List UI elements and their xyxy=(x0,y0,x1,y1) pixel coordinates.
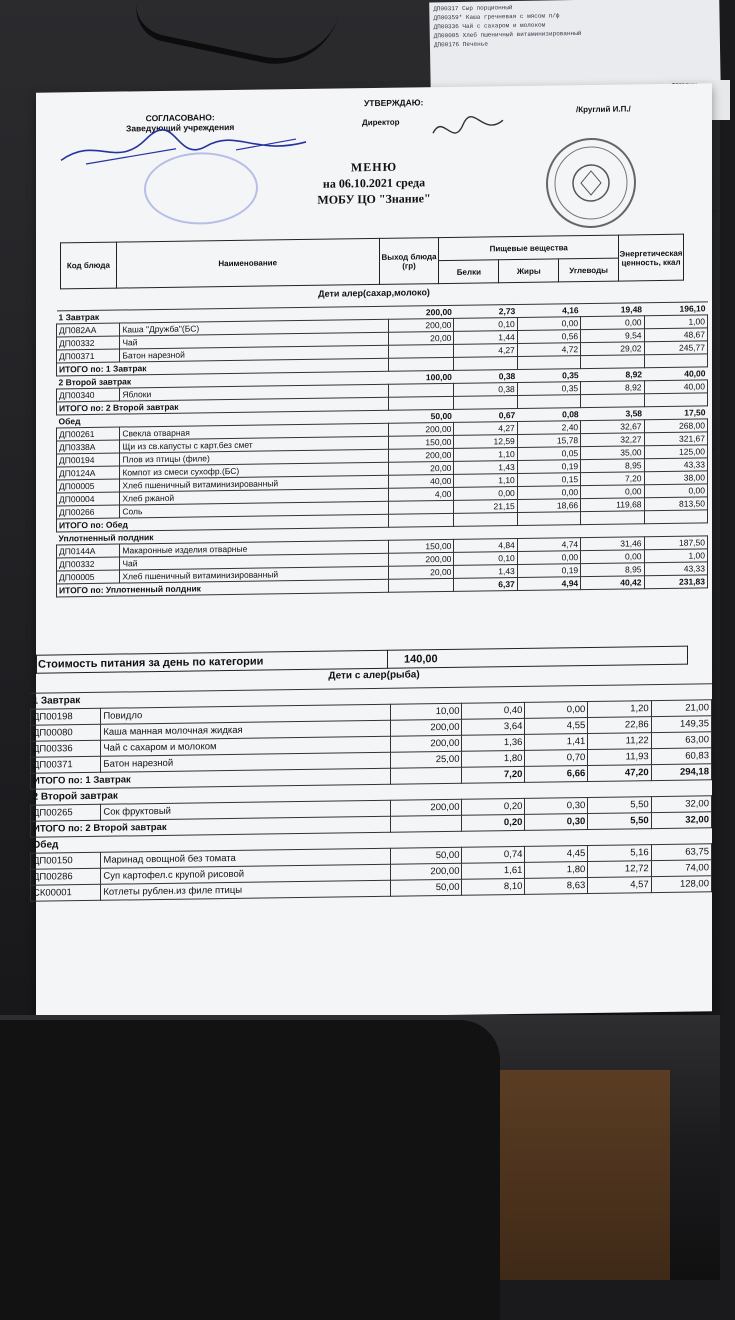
total-label: ИТОГО по: Уплотненный полдник xyxy=(57,579,389,597)
dish-carbs: 32,27 xyxy=(581,433,644,447)
dish-carbs: 12,72 xyxy=(588,861,651,878)
menu-title: МЕНЮ xyxy=(350,159,398,175)
dish-energy: 245,77 xyxy=(644,341,707,355)
background-line: ДП00336 Чай с сахаром и молоком xyxy=(433,21,546,31)
dish-carbs: 7,20 xyxy=(581,472,644,486)
dish-energy: 60,83 xyxy=(651,748,711,765)
dish-fat: 0,35 xyxy=(517,382,580,396)
dish-carbs: 4,57 xyxy=(588,877,651,894)
background-line: ДП00005 Хлеб пшеничный витаминизированный xyxy=(433,29,582,40)
dish-code: ДП0144А xyxy=(57,544,120,558)
agreed-role: Заведующий учреждения xyxy=(126,121,235,134)
dish-name: Суп картофел.с крупой рисовой xyxy=(101,864,391,884)
agreed-label: СОГЛАСОВАНО: xyxy=(145,112,215,124)
group-value xyxy=(391,687,462,704)
group-value xyxy=(651,684,711,701)
dish-protein: 1,43 xyxy=(454,564,517,578)
dish-yield: 200,00 xyxy=(389,448,454,462)
section-title: Дети алер(сахар,молоко) xyxy=(318,287,430,299)
total-label: ИТОГО по: 1 Завтрак xyxy=(31,768,391,789)
dish-yield: 25,00 xyxy=(391,751,462,768)
dish-code: ДП00261 xyxy=(57,427,120,441)
group-value: 0,35 xyxy=(517,369,580,383)
dish-yield: 50,00 xyxy=(391,847,462,864)
group-value: 196,10 xyxy=(644,302,707,316)
group-value: 0,67 xyxy=(454,408,517,422)
dish-protein: 0,20 xyxy=(462,798,525,815)
dish-name: Каша "Дружба"(БС) xyxy=(120,319,389,336)
group-value: 40,00 xyxy=(644,367,707,381)
dish-protein: 0,10 xyxy=(454,551,517,565)
total-value xyxy=(644,354,707,368)
dish-name: Компот из смеси сухофр.(БС) xyxy=(120,462,389,479)
dish-protein: 0,40 xyxy=(462,702,525,719)
dish-fat: 0,19 xyxy=(517,460,580,474)
dish-protein: 1,61 xyxy=(462,862,525,879)
dish-yield: 200,00 xyxy=(389,318,454,332)
group-value xyxy=(525,686,588,703)
dish-energy: 149,35 xyxy=(651,716,711,733)
total-value xyxy=(581,511,644,525)
total-value: 231,83 xyxy=(644,575,707,589)
dish-energy: 125,00 xyxy=(644,445,707,459)
col-yield: Выход блюда (гр) xyxy=(379,238,439,285)
dish-energy: 268,00 xyxy=(644,419,707,433)
total-value: 4,94 xyxy=(517,577,580,591)
dish-carbs: 9,54 xyxy=(581,329,644,343)
total-value xyxy=(644,510,707,524)
dish-energy: 1,00 xyxy=(644,315,707,329)
dish-code: ДП00265 xyxy=(31,804,101,821)
dish-name: Чай с сахаром и молоком xyxy=(101,736,391,756)
dish-protein: 0,10 xyxy=(454,317,517,331)
dish-yield: 40,00 xyxy=(389,474,454,488)
wooden-surface xyxy=(470,1070,670,1280)
dish-fat: 15,78 xyxy=(517,434,580,448)
dish-energy: 0,00 xyxy=(644,484,707,498)
dish-protein: 1,44 xyxy=(454,330,517,344)
dish-protein: 4,27 xyxy=(454,421,517,435)
dish-energy: 128,00 xyxy=(651,876,711,893)
dish-name: Соль xyxy=(120,501,389,518)
dish-carbs: 8,92 xyxy=(581,381,644,395)
dish-protein: 1,36 xyxy=(462,734,525,751)
total-value xyxy=(389,513,454,527)
dish-energy: 38,00 xyxy=(644,471,707,485)
org-name: МОБУ ЦО "Знание" xyxy=(317,191,431,207)
total-value xyxy=(517,512,580,526)
dish-protein: 8,10 xyxy=(462,878,525,895)
total-value xyxy=(517,395,580,409)
dish-code: ДП00004 xyxy=(57,492,120,506)
dish-carbs: 8,95 xyxy=(581,459,644,473)
total-value: 294,18 xyxy=(651,764,711,781)
group-value xyxy=(462,830,525,847)
dish-yield: 4,00 xyxy=(389,487,454,501)
dish-name: Чай xyxy=(120,332,389,349)
group-value xyxy=(517,525,580,539)
dish-fat: 0,15 xyxy=(517,473,580,487)
section2-table xyxy=(30,683,712,902)
dish-code: ДП082АА xyxy=(57,323,120,337)
dish-fat: 8,63 xyxy=(525,878,588,895)
dish-yield: 200,00 xyxy=(391,863,462,880)
dish-yield: 200,00 xyxy=(391,799,462,816)
total-value: 6,37 xyxy=(454,577,517,591)
group-name: Обед xyxy=(31,832,391,853)
dish-code: ДП00005 xyxy=(57,570,120,584)
section1-table xyxy=(56,301,708,597)
total-value: 47,20 xyxy=(588,765,651,782)
dish-protein: 4,27 xyxy=(454,343,517,357)
dish-code: ДП00332 xyxy=(57,336,120,350)
dish-name: Каша манная молочная жидкая xyxy=(101,720,391,740)
col-energy: Энергетическая ценность, ккал xyxy=(619,234,684,281)
cost-label: Стоимость питания за день по категории xyxy=(37,650,388,673)
group-value xyxy=(462,686,525,703)
dish-yield: 150,00 xyxy=(389,539,454,553)
dish-fat: 4,74 xyxy=(517,538,580,552)
total-label: ИТОГО по: 2 Второй завтрак xyxy=(31,816,391,837)
col-fat: Жиры xyxy=(499,259,559,283)
dish-carbs: 11,93 xyxy=(588,749,651,766)
group-value xyxy=(588,685,651,702)
dish-protein: 12,59 xyxy=(454,434,517,448)
group-value xyxy=(454,525,517,539)
dish-yield: 200,00 xyxy=(391,719,462,736)
total-value: 5,50 xyxy=(588,813,651,830)
dish-carbs: 119,68 xyxy=(581,498,644,512)
dish-yield xyxy=(389,500,454,514)
menu-date: на 06.10.2021 среда xyxy=(322,175,426,191)
dish-protein: 1,43 xyxy=(454,460,517,474)
dish-fat: 0,00 xyxy=(517,551,580,565)
dish-code: ДП00080 xyxy=(31,724,101,741)
total-value: 0,30 xyxy=(525,814,588,831)
dish-carbs: 11,22 xyxy=(588,733,651,750)
menu-sheet xyxy=(32,83,712,1020)
group-value xyxy=(588,781,651,798)
group-value xyxy=(644,523,707,537)
total-value xyxy=(389,396,454,410)
dish-code: ДП00340 xyxy=(57,388,120,402)
dish-energy: 321,67 xyxy=(644,432,707,446)
group-value: 4,16 xyxy=(517,304,580,318)
chair-back xyxy=(0,1020,500,1320)
col-carbs: Углеводы xyxy=(559,258,619,282)
dish-carbs: 1,20 xyxy=(588,701,651,718)
dish-code: ДП0124А xyxy=(57,466,120,480)
dish-code: ДП00150 xyxy=(31,852,101,869)
group-name: Уплотненный полдник xyxy=(57,527,389,545)
group-value: 200,00 xyxy=(389,305,454,319)
dish-energy: 21,00 xyxy=(651,700,711,717)
cost-value: 140,00 xyxy=(388,646,688,668)
background-line: ДП00317 Сыр порционный xyxy=(433,4,513,13)
dish-energy: 48,67 xyxy=(644,328,707,342)
group-value: 100,00 xyxy=(389,370,454,384)
dish-name: Чай xyxy=(120,553,389,570)
total-label: ИТОГО по: 2 Второй завтрак xyxy=(57,397,389,415)
dish-energy: 74,00 xyxy=(651,860,711,877)
col-nutrients: Пищевые вещества xyxy=(439,235,619,261)
total-value xyxy=(454,356,517,370)
dish-fat: 0,56 xyxy=(517,330,580,344)
dish-code: ДП00286 xyxy=(31,868,101,885)
group-value: 19,48 xyxy=(581,303,644,317)
group-value xyxy=(462,782,525,799)
dish-name: Свекла отварная xyxy=(120,423,389,440)
dish-carbs: 0,00 xyxy=(581,550,644,564)
total-value xyxy=(454,512,517,526)
dish-name: Макаронные изделия отварные xyxy=(120,540,389,557)
dish-name: Плов из птицы (филе) xyxy=(120,449,389,466)
dish-code: ДП0338А xyxy=(57,440,120,454)
total-value xyxy=(391,767,462,784)
dish-code: ДП00198 xyxy=(31,708,101,725)
dish-name: Сок фруктовый xyxy=(101,800,391,820)
total-value: 32,00 xyxy=(651,812,711,829)
background-line: ДП00359* Каша гречневая с мясом п/ф xyxy=(433,12,560,22)
dish-yield xyxy=(389,344,454,358)
dish-protein: 0,38 xyxy=(454,382,517,396)
dish-fat: 0,19 xyxy=(517,564,580,578)
total-value xyxy=(454,395,517,409)
dish-protein: 21,15 xyxy=(454,499,517,513)
group-value xyxy=(525,782,588,799)
dish-protein: 1,10 xyxy=(454,473,517,487)
total-value xyxy=(644,393,707,407)
dish-energy: 63,75 xyxy=(651,844,711,861)
dish-fat: 0,70 xyxy=(525,750,588,767)
total-value: 6,66 xyxy=(525,766,588,783)
director-name: /Круглий И.П./ xyxy=(576,104,631,115)
dish-energy: 40,00 xyxy=(644,380,707,394)
dish-name: Батон нарезной xyxy=(120,345,389,362)
dish-carbs: 22,86 xyxy=(588,717,651,734)
group-value xyxy=(581,524,644,538)
dish-yield xyxy=(389,383,454,397)
dish-name: Яблоки xyxy=(120,384,389,401)
dish-protein: 1,80 xyxy=(462,750,525,767)
dish-name: Хлеб пшеничный витаминизированный xyxy=(120,566,389,583)
dish-energy: 32,00 xyxy=(651,796,711,813)
group-value xyxy=(651,828,711,845)
dish-fat: 4,55 xyxy=(525,718,588,735)
dish-name: Батон нарезной xyxy=(101,752,391,772)
total-value xyxy=(389,578,454,592)
dish-yield: 50,00 xyxy=(391,879,462,896)
group-name: 1 Завтрак xyxy=(31,688,391,709)
group-name: 1 Завтрак xyxy=(57,306,389,324)
dish-fat: 0,00 xyxy=(517,317,580,331)
dish-carbs: 31,46 xyxy=(581,537,644,551)
group-value xyxy=(651,780,711,797)
dish-fat: 18,66 xyxy=(517,499,580,513)
dish-carbs: 0,00 xyxy=(581,316,644,330)
dish-code: ДП00005 xyxy=(57,479,120,493)
dish-carbs: 35,00 xyxy=(581,446,644,460)
dish-fat: 2,40 xyxy=(517,421,580,435)
dish-protein: 0,00 xyxy=(454,486,517,500)
col-code: Код блюда xyxy=(61,242,117,289)
dish-code: ДП00266 xyxy=(57,505,120,519)
group-value: 3,58 xyxy=(581,407,644,421)
dish-name: Хлеб пшеничный витаминизированный xyxy=(120,475,389,492)
dish-fat: 1,41 xyxy=(525,734,588,751)
col-name: Наименование xyxy=(116,238,379,288)
dish-yield: 200,00 xyxy=(389,552,454,566)
dish-protein: 4,84 xyxy=(454,538,517,552)
group-name: Обед xyxy=(57,410,389,428)
dish-protein: 1,10 xyxy=(454,447,517,461)
total-label: ИТОГО по: Обед xyxy=(57,514,389,532)
dish-code: ДП00194 xyxy=(57,453,120,467)
section-title: Дети с алер(рыба) xyxy=(328,669,420,682)
dish-code: ДП00332 xyxy=(57,557,120,571)
total-value xyxy=(389,357,454,371)
dish-fat: 0,30 xyxy=(525,798,588,815)
dish-carbs: 0,00 xyxy=(581,485,644,499)
dish-code: ДП00371 xyxy=(31,756,101,773)
dish-code: СК00001 xyxy=(31,884,101,901)
total-value xyxy=(391,815,462,832)
dish-fat: 4,45 xyxy=(525,846,588,863)
total-value xyxy=(517,356,580,370)
signature-director xyxy=(428,112,508,148)
dish-fat: 0,00 xyxy=(517,486,580,500)
director-label: Директор xyxy=(362,117,400,128)
dish-energy: 43,33 xyxy=(644,562,707,576)
group-value: 0,38 xyxy=(454,369,517,383)
dish-yield: 200,00 xyxy=(391,735,462,752)
total-value xyxy=(581,394,644,408)
col-protein: Белки xyxy=(439,260,499,284)
dish-fat: 1,80 xyxy=(525,862,588,879)
dish-energy: 43,33 xyxy=(644,458,707,472)
dish-energy: 1,00 xyxy=(644,549,707,563)
dish-code: ДП00336 xyxy=(31,740,101,757)
dish-carbs: 32,67 xyxy=(581,420,644,434)
approve-label: УТВЕРЖДАЮ: xyxy=(364,97,424,109)
total-label: ИТОГО по: 1 Завтрак xyxy=(57,358,389,376)
group-value xyxy=(525,830,588,847)
dish-name: Маринад овощной без томата xyxy=(101,848,391,868)
dish-name: Повидло xyxy=(101,704,391,724)
total-value: 0,20 xyxy=(462,814,525,831)
dish-fat: 4,72 xyxy=(517,343,580,357)
table-header xyxy=(60,234,684,290)
group-value xyxy=(391,783,462,800)
group-value xyxy=(391,831,462,848)
dish-name: Щи из св.капусты с карт.без смет xyxy=(120,436,389,453)
group-value: 0,08 xyxy=(517,408,580,422)
dish-carbs: 5,50 xyxy=(588,797,651,814)
dish-yield: 200,00 xyxy=(389,422,454,436)
group-value xyxy=(389,526,454,540)
dish-yield: 20,00 xyxy=(389,565,454,579)
group-value: 17,50 xyxy=(644,406,707,420)
total-value xyxy=(581,355,644,369)
dish-yield: 20,00 xyxy=(389,331,454,345)
background-line: ДП00176 Печенье xyxy=(433,40,489,49)
dish-carbs: 8,95 xyxy=(581,563,644,577)
dish-fat: 0,05 xyxy=(517,447,580,461)
dish-protein: 0,74 xyxy=(462,846,525,863)
dish-fat: 0,00 xyxy=(525,702,588,719)
dish-name: Хлеб ржаной xyxy=(120,488,389,505)
dish-carbs: 29,02 xyxy=(581,342,644,356)
dish-protein: 3,64 xyxy=(462,718,525,735)
group-value: 50,00 xyxy=(389,409,454,423)
group-value xyxy=(588,829,651,846)
total-value: 7,20 xyxy=(462,766,525,783)
dish-carbs: 5,16 xyxy=(588,845,651,862)
total-value: 40,42 xyxy=(581,576,644,590)
dish-energy: 63,00 xyxy=(651,732,711,749)
group-name: 2 Второй завтрак xyxy=(31,784,391,805)
dish-yield: 20,00 xyxy=(389,461,454,475)
dish-energy: 187,50 xyxy=(644,536,707,550)
group-name: 2 Второй завтрак xyxy=(57,371,389,389)
dish-yield: 10,00 xyxy=(391,703,462,720)
group-value: 2,73 xyxy=(454,304,517,318)
dish-energy: 813,50 xyxy=(644,497,707,511)
dish-name: Котлеты рублен.из филе птицы xyxy=(101,880,391,900)
group-value: 8,92 xyxy=(581,368,644,382)
dish-code: ДП00371 xyxy=(57,349,120,363)
dish-yield: 150,00 xyxy=(389,435,454,449)
